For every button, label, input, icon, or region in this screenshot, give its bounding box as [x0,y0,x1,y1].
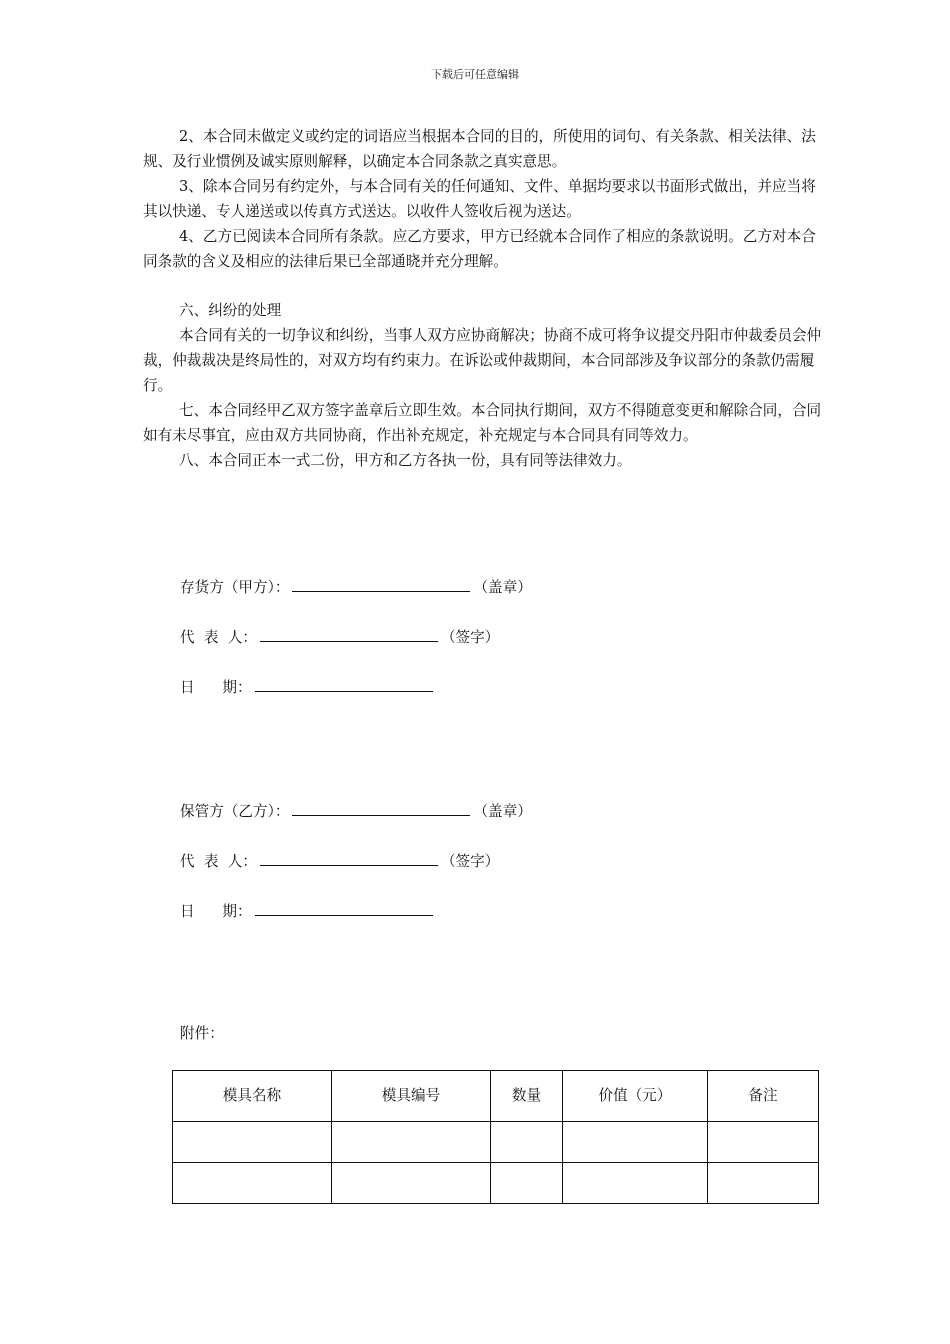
party-b-rep-label: 代 表 人： [180,853,257,870]
section-8-text: 八、本合同正本一式二份，甲方和乙方各执一份，具有同等法律效力。 [179,452,632,469]
contract-body [143,124,823,473]
page-header: 下载后可任意编辑 [431,68,519,81]
table-cell[interactable] [708,1122,819,1163]
table-cell[interactable] [173,1163,332,1204]
section-6-heading: 六、纠纷的处理 [179,302,282,319]
col-remarks: 备注 [708,1071,819,1122]
party-b-date-line[interactable] [255,899,433,916]
party-b-rep-line[interactable] [260,849,438,866]
table-cell[interactable] [708,1163,819,1204]
col-mold-name: 模具名称 [173,1071,332,1122]
table-row [173,1122,819,1163]
table-cell[interactable] [332,1122,491,1163]
col-quantity: 数量 [491,1071,563,1122]
section-7-text: 七、本合同经甲乙双方签字盖章后立即生效。本合同执行期间，双方不得随意变更和解除合同，合同如有未尽事宜，应由双方共同协商，作出补充规定，补充规定与本合同具有同等效力。 [143,402,822,444]
party-a-sign: （签字） [440,629,500,646]
party-b-rep-row [180,849,499,873]
clause-3: 3、除本合同另有约定外，与本合同有关的任何通知、文件、单据均要求以书面形式做出，并应当将其以快递、专人递送或以传真方式送达。以收件人签收后视为送达。 [143,178,816,220]
party-b-name-row [180,799,532,823]
party-a-seal: （盖章） [473,579,532,596]
col-value: 价值（元） [563,1071,708,1122]
table-cell[interactable] [563,1163,708,1204]
table-cell[interactable] [491,1163,563,1204]
table-cell[interactable] [332,1163,491,1204]
clause-2: 2、本合同未做定义或约定的词语应当根据本合同的目的，所使用的词句、有关条款、相关法律、法规、及行业惯例及诚实原则解释，以确定本合同条款之真实意思。 [143,128,816,170]
party-b-seal: （盖章） [473,803,532,820]
party-b-date-row [180,899,436,923]
party-a-name-row [180,575,532,599]
attachment-table [172,1070,819,1204]
party-a-date-label: 日 期： [180,679,252,696]
party-a-rep-line[interactable] [260,625,438,642]
party-a-name-line[interactable] [292,575,470,592]
attachment-header-row [173,1071,819,1122]
party-b-name-label: 保管方（乙方）： [180,803,290,820]
party-b-sign: （签字） [440,853,500,870]
party-a-date-line[interactable] [255,675,433,692]
party-a-rep-label: 代 表 人： [180,629,257,646]
col-mold-number: 模具编号 [332,1071,491,1122]
party-a-date-row [180,675,436,699]
party-b-date-label: 日 期： [180,903,252,920]
section-6-text: 本合同有关的一切争议和纠纷，当事人双方应协商解决；协商不成可将争议提交丹阳市仲裁委员会仲裁，仲裁裁决是终局性的，对双方均有约束力。在诉讼或仲裁期间，本合同部涉及争议部分的条款仍需履行。 [143,327,822,394]
table-cell[interactable] [173,1122,332,1163]
party-b-name-line[interactable] [292,799,470,816]
party-a-rep-row [180,625,499,649]
clause-4: 4、乙方已阅读本合同所有条款。应乙方要求，甲方已经就本合同作了相应的条款说明。乙方对本合同条款的含义及相应的法律后果已全部通晓并充分理解。 [143,228,816,270]
table-cell[interactable] [563,1122,708,1163]
party-a-name-label: 存货方（甲方）： [180,579,290,596]
table-row [173,1163,819,1204]
table-cell[interactable] [491,1122,563,1163]
attachment-label: 附件： [180,1025,224,1042]
